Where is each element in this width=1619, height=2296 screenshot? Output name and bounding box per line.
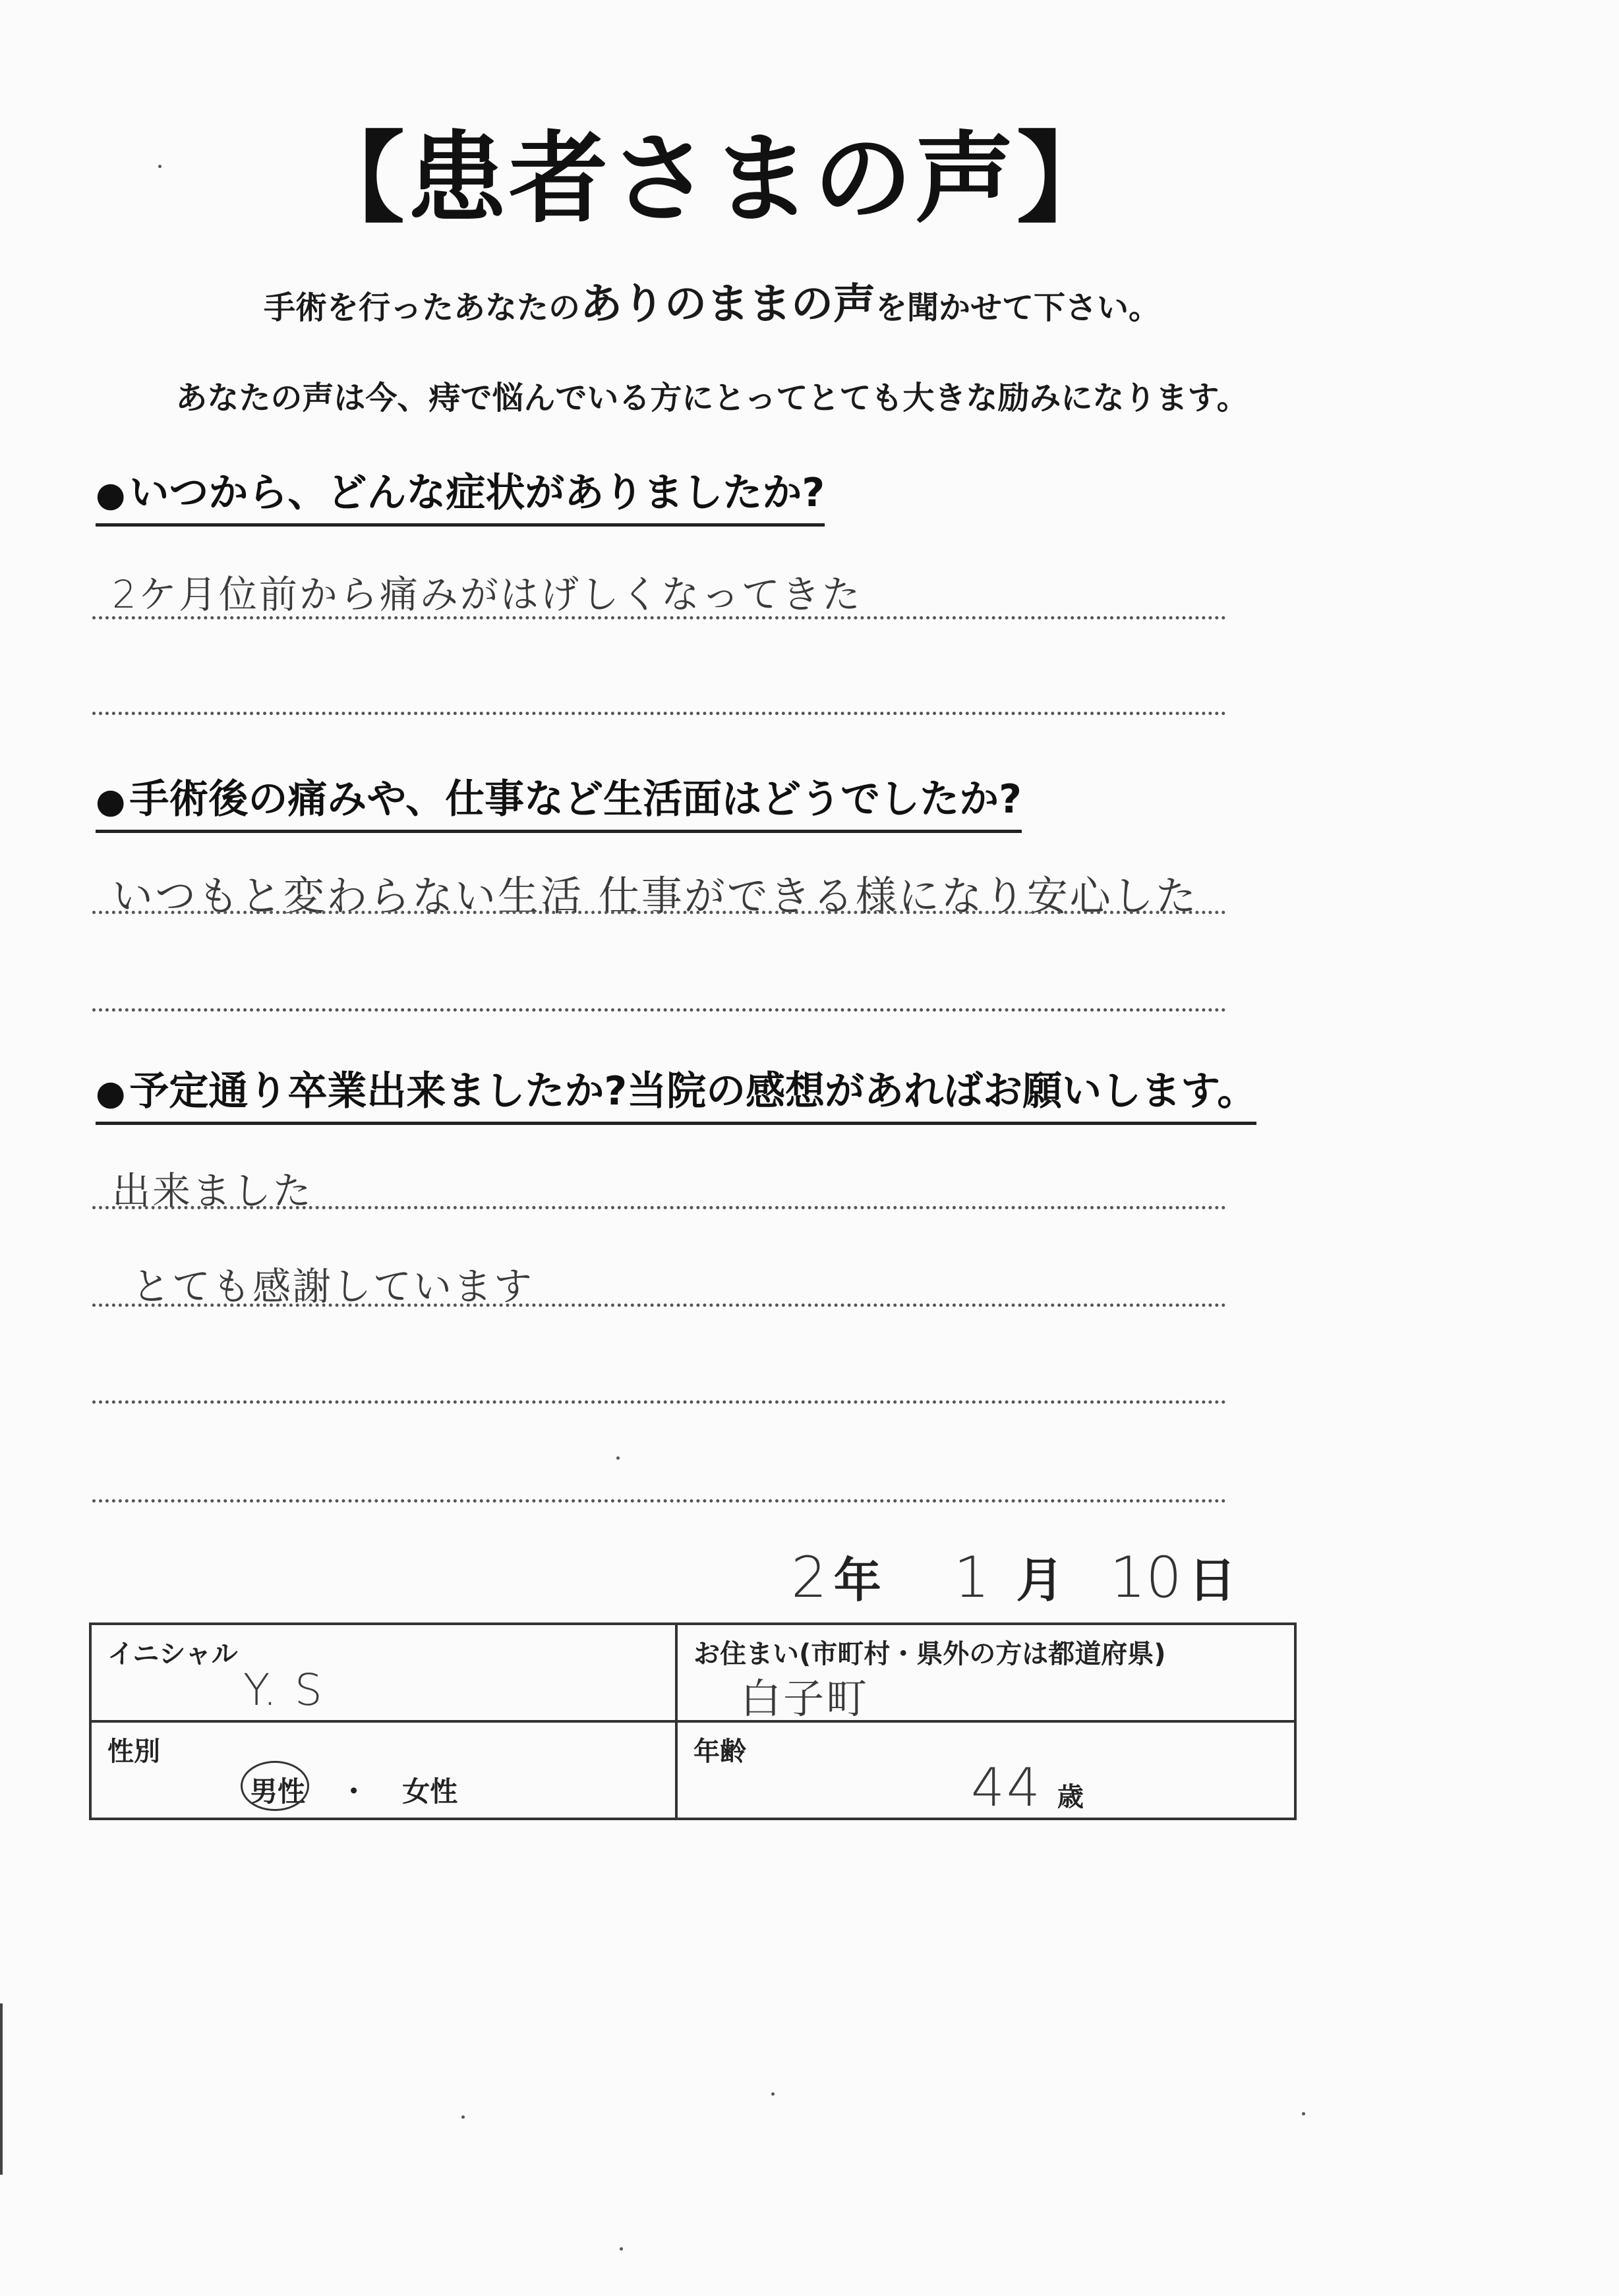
- date: [791, 1542, 1236, 1611]
- scan-speck: [158, 165, 162, 168]
- answer-line: [92, 911, 1226, 914]
- age-cell: [676, 1721, 1295, 1819]
- question-2-text: 手術後の痛みや、仕事など生活面はどうでしたか?: [129, 776, 1022, 822]
- age-field: [971, 1757, 1084, 1818]
- date-day-unit: 日: [1188, 1553, 1236, 1608]
- answer-3-line-2: とても感謝しています: [132, 1264, 535, 1309]
- residence-value: 白子町: [740, 1675, 869, 1723]
- question-3-heading: [96, 1060, 1256, 1125]
- answer-line: [92, 1206, 1226, 1209]
- residence-cell: [676, 1624, 1295, 1721]
- intro-line-1-c: を聞かせて下さい。: [875, 289, 1161, 326]
- scan-speck: [461, 2115, 465, 2119]
- gender-male-label: 男性: [250, 1775, 306, 1808]
- gender-male-option[interactable]: [250, 1770, 305, 1810]
- gender-cell: [90, 1721, 676, 1819]
- date-year-value: 2: [791, 1545, 827, 1611]
- answer-line: [92, 712, 1226, 715]
- age-label: 年齢: [693, 1736, 746, 1767]
- scan-speck: [1302, 2112, 1305, 2115]
- intro-line-1: [0, 270, 1424, 331]
- intro-line-2: あなたの声は今、痔で悩んでいる方にとってとても大きな励みになります。: [175, 380, 1249, 416]
- initials-label: イニシャル: [107, 1639, 238, 1669]
- date-day-value: 10: [1109, 1545, 1182, 1611]
- initials-cell: [90, 1624, 676, 1721]
- question-2-heading: [96, 768, 1022, 833]
- scan-speck: [616, 1456, 620, 1460]
- age-value: 44: [971, 1757, 1042, 1818]
- answer-line: [92, 1304, 1226, 1307]
- answer-line: [92, 1008, 1226, 1012]
- page-title: 【患者さまの声】: [305, 122, 1118, 237]
- initials-value: Y. S: [243, 1665, 324, 1715]
- date-year-unit: 年: [833, 1553, 881, 1608]
- bullet-icon: ●: [96, 782, 126, 821]
- scan-speck: [771, 2092, 775, 2096]
- question-1-heading: [96, 461, 825, 527]
- answer-3-line-1: 出来ました: [112, 1168, 314, 1213]
- answer-1-line-1: 2ケ月位前から痛みがはげしくなってきた: [112, 572, 862, 617]
- question-3-text: 予定通り卒業出来ましたか?当院の感想があればお願いします。: [129, 1068, 1257, 1114]
- respondent-info-table: [89, 1622, 1297, 1820]
- answer-2-line-1: いつもと変わらない生活 仕事ができる様になり安心した: [112, 872, 1198, 920]
- residence-label: お住まい(市町村・県外の方は都道府県): [693, 1639, 1166, 1669]
- bullet-icon: ●: [96, 1074, 126, 1113]
- scan-speck: [620, 2247, 623, 2251]
- scan-edge-mark: [0, 2003, 3, 2175]
- selection-circle: [241, 1761, 309, 1811]
- question-1-text: いつから、どんな症状がありましたか?: [129, 470, 825, 516]
- gender-options: [250, 1770, 457, 1810]
- gender-separator: ・: [339, 1775, 368, 1808]
- gender-label: 性別: [107, 1736, 160, 1767]
- answer-line: [92, 1400, 1226, 1404]
- bullet-icon: ●: [96, 475, 126, 515]
- answer-line: [92, 616, 1226, 619]
- gender-female-option[interactable]: 女性: [402, 1775, 458, 1808]
- intro-line-1-a: 手術を行ったあなたの: [263, 289, 580, 326]
- date-month-unit: 月: [1016, 1553, 1064, 1608]
- date-month-value: 1: [953, 1545, 990, 1611]
- intro-line-1-emphasis: ありのままの声: [580, 280, 875, 329]
- answer-line: [92, 1499, 1226, 1503]
- age-unit: 歳: [1057, 1782, 1084, 1812]
